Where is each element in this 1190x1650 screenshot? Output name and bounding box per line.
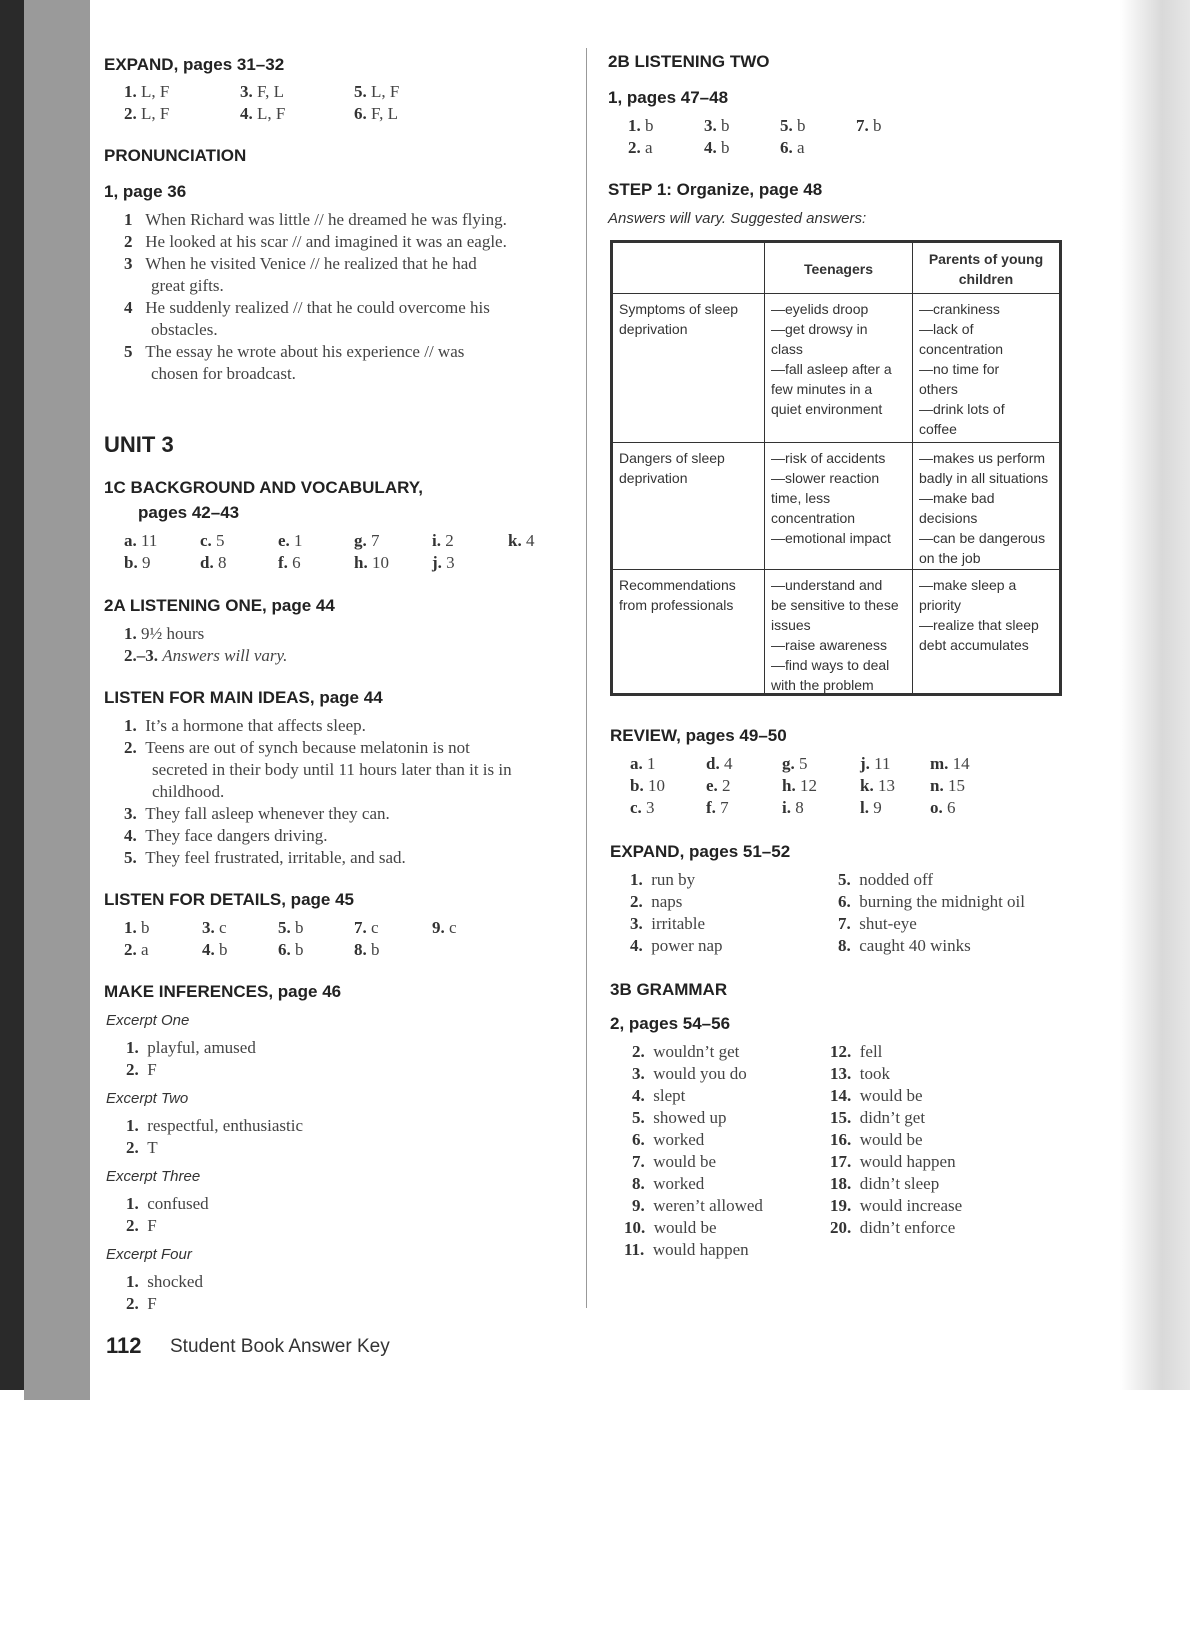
answer-item: d. 8	[200, 553, 227, 572]
answer-item: 20. didn’t enforce	[830, 1218, 956, 1237]
answer-item: 8. caught 40 winks	[838, 936, 971, 955]
answer-item: 19. would increase	[830, 1196, 963, 1215]
table-cell: —crankiness —lack of concentration —no time for others —drink lots of coffee	[919, 301, 1005, 437]
answer-item: a. 11	[124, 531, 158, 550]
list-item: 1. It’s a hormone that affects sleep.	[124, 716, 366, 735]
organize-table	[610, 240, 1062, 696]
footer-title: Student Book Answer Key	[170, 1336, 390, 1357]
background-heading: 1C BACKGROUND AND VOCABULARY,	[104, 478, 423, 497]
expand-heading: EXPAND, pages 31–32	[104, 55, 285, 74]
answer-item: 3. F, L	[240, 82, 284, 101]
answer-item: 8. worked	[632, 1174, 705, 1193]
pronunciation-heading: PRONUNCIATION	[104, 146, 247, 165]
answer-item: 5. b	[780, 116, 806, 135]
answer-item: 5. showed up	[632, 1108, 727, 1127]
answer-item: 2. a	[628, 138, 653, 157]
answer-item: g. 5	[782, 754, 808, 773]
column-divider	[586, 48, 587, 1308]
step1-heading: STEP 1: Organize, page 48	[608, 180, 823, 199]
answer-item: 6. a	[780, 138, 805, 157]
answer-item: h. 12	[782, 776, 817, 795]
list-item: 1. playful, amused	[126, 1038, 256, 1057]
review-heading: REVIEW, pages 49–50	[610, 726, 787, 745]
answer-item: 8. b	[354, 940, 380, 959]
answer-item: b. 9	[124, 553, 151, 572]
pronunciation-subheading: 1, page 36	[104, 182, 187, 201]
answer-item: 1. b	[628, 116, 654, 135]
answer-item: 6. b	[278, 940, 304, 959]
answer-item: 11. would happen	[624, 1240, 749, 1259]
list-item: 2. F	[126, 1060, 157, 1079]
answer-item: 7. b	[856, 116, 882, 135]
answer-item: 12. fell	[830, 1042, 883, 1061]
list-item-cont: childhood.	[152, 782, 225, 801]
answer-item: 3. c	[202, 918, 227, 937]
answer-item: i. 8	[782, 798, 804, 817]
answer-item: 2. a	[124, 940, 149, 959]
list-item: 4. They face dangers driving.	[124, 826, 328, 845]
answer-item: 4. L, F	[240, 104, 286, 123]
list-item: 2.–3. Answers will vary.	[124, 646, 288, 665]
answer-item: m. 14	[930, 754, 970, 773]
list-item-cont: chosen for broadcast.	[151, 364, 296, 383]
grammar-heading: 3B GRAMMAR	[610, 980, 728, 999]
answer-item: 3. would you do	[632, 1064, 747, 1083]
answer-item: 14. would be	[830, 1086, 923, 1105]
table-cell: —understand and be sensitive to these issues —raise awareness —find ways to deal with the problem	[771, 577, 899, 693]
answer-item: 9. weren’t allowed	[632, 1196, 763, 1215]
answer-item: k. 13	[860, 776, 895, 795]
excerpt-title: Excerpt One	[106, 1012, 190, 1029]
answer-item: k. 4	[508, 531, 535, 550]
answer-item: j. 3	[432, 553, 455, 572]
list-item: 2. F	[126, 1294, 157, 1313]
binding-shadow	[0, 0, 24, 1390]
answer-item: 2. naps	[630, 892, 683, 911]
answer-item: 16. would be	[830, 1130, 923, 1149]
list-item: 2. T	[126, 1138, 158, 1157]
answer-item: 1. L, F	[124, 82, 170, 101]
answer-item: j. 11	[860, 754, 891, 773]
answer-item: a. 1	[630, 754, 656, 773]
list-item: 5 The essay he wrote about his experience // was	[124, 342, 465, 361]
answer-item: 4. b	[704, 138, 730, 157]
table-cell: —eyelids droop —get drowsy in class —fall asleep after a few minutes in a quiet environment	[771, 301, 892, 417]
answer-item: f. 7	[706, 798, 729, 817]
list-item-cont: obstacles.	[151, 320, 218, 339]
answer-item: 18. didn’t sleep	[830, 1174, 940, 1193]
list-item: 4 He suddenly realized // that he could overcome his	[124, 298, 490, 317]
page-number: 112	[106, 1333, 142, 1358]
answer-item: 3. irritable	[630, 914, 706, 933]
answer-item: d. 4	[706, 754, 733, 773]
answer-item: n. 15	[930, 776, 965, 795]
answer-item: 5. b	[278, 918, 304, 937]
listening-one-heading: 2A LISTENING ONE, page 44	[104, 596, 335, 615]
list-item: 5. They feel frustrated, irritable, and sad.	[124, 848, 406, 867]
listening-two-heading: 2B LISTENING TWO	[608, 52, 770, 71]
table-cell: —makes us perform badly in all situations —make bad decisions —can be dangerous on the job	[919, 450, 1049, 566]
answer-item: 7. would be	[632, 1152, 717, 1171]
answer-item: 2. wouldn’t get	[632, 1042, 740, 1061]
answer-item: h. 10	[354, 553, 389, 572]
unit-title: UNIT 3	[104, 432, 174, 457]
answer-item: 2. L, F	[124, 104, 170, 123]
listening-two-subheading: 1, pages 47–48	[608, 88, 729, 107]
answer-item: o. 6	[930, 798, 956, 817]
answer-item: g. 7	[354, 531, 380, 550]
answer-item: 15. didn’t get	[830, 1108, 926, 1127]
answer-item: 7. shut-eye	[838, 914, 917, 933]
answer-item: 4. power nap	[630, 936, 723, 955]
table-rule	[613, 293, 1059, 294]
list-item: 2. F	[126, 1216, 157, 1235]
list-item: 1 When Richard was little // he dreamed he was flying.	[124, 210, 507, 229]
answer-item: 7. c	[354, 918, 379, 937]
list-item: 2. Teens are out of synch because melatonin is not	[124, 738, 470, 757]
answer-item: b. 10	[630, 776, 665, 795]
answer-item: 13. took	[830, 1064, 890, 1083]
answer-item: e. 2	[706, 776, 731, 795]
excerpt-title: Excerpt Two	[106, 1090, 189, 1107]
excerpt-title: Excerpt Four	[106, 1246, 192, 1263]
answer-item: 6. worked	[632, 1130, 705, 1149]
answer-item: 6. F, L	[354, 104, 398, 123]
list-item: 2 He looked at his scar // and imagined it was an eagle.	[124, 232, 507, 251]
excerpt-title: Excerpt Three	[106, 1168, 201, 1185]
details-heading: LISTEN FOR DETAILS, page 45	[104, 890, 354, 909]
answer-item: 6. burning the midnight oil	[838, 892, 1025, 911]
table-row-label: Recommendations from professionals	[619, 577, 736, 613]
answer-item: c. 3	[630, 798, 655, 817]
list-item: 1. confused	[126, 1194, 209, 1213]
list-item: 1. shocked	[126, 1272, 203, 1291]
table-cell: —make sleep a priority —realize that sleep debt accumulates	[919, 577, 1039, 653]
answer-item: 1. b	[124, 918, 150, 937]
list-item: 1. respectful, enthusiastic	[126, 1116, 304, 1135]
answer-item: 17. would happen	[830, 1152, 956, 1171]
answer-item: 1. run by	[630, 870, 696, 889]
answer-item: 5. L, F	[354, 82, 400, 101]
answer-item: 10. would be	[624, 1218, 717, 1237]
list-item-cont: secreted in their body until 11 hours later than it is in	[152, 760, 512, 779]
table-header: Parents of young children	[928, 251, 1044, 287]
answer-item: c. 5	[200, 531, 225, 550]
list-item: 3 When he visited Venice // he realized that he had	[124, 254, 477, 273]
grammar-subheading: 2, pages 54–56	[610, 1014, 731, 1033]
table-cell: —risk of accidents —slower reaction time, less concentration —emotional impact	[771, 450, 891, 546]
list-item: 3. They fall asleep whenever they can.	[124, 804, 390, 823]
answer-item: 4. slept	[632, 1086, 686, 1105]
answer-item: 9. c	[432, 918, 457, 937]
answer-item: 3. b	[704, 116, 730, 135]
background-heading-pages: pages 42–43	[138, 503, 240, 522]
table-header: Teenagers	[804, 261, 873, 277]
table-row-label: Dangers of sleep deprivation	[619, 450, 725, 486]
answer-item: 5. nodded off	[838, 870, 934, 889]
list-item: 1. 9½ hours	[124, 624, 205, 643]
answer-item: 4. b	[202, 940, 228, 959]
step1-note: Answers will vary. Suggested answers:	[608, 210, 867, 227]
answer-item: l. 9	[860, 798, 882, 817]
table-row-label: Symptoms of sleep deprivation	[619, 301, 739, 337]
page-edge-shadow	[1120, 0, 1190, 1390]
list-item-cont: great gifts.	[151, 276, 224, 295]
expand2-heading: EXPAND, pages 51–52	[610, 842, 791, 861]
answer-item: e. 1	[278, 531, 303, 550]
margin-band	[24, 0, 90, 1400]
inferences-heading: MAKE INFERENCES, page 46	[104, 982, 342, 1001]
main-ideas-heading: LISTEN FOR MAIN IDEAS, page 44	[104, 688, 383, 707]
answer-item: i. 2	[432, 531, 454, 550]
answer-item: f. 6	[278, 553, 301, 572]
